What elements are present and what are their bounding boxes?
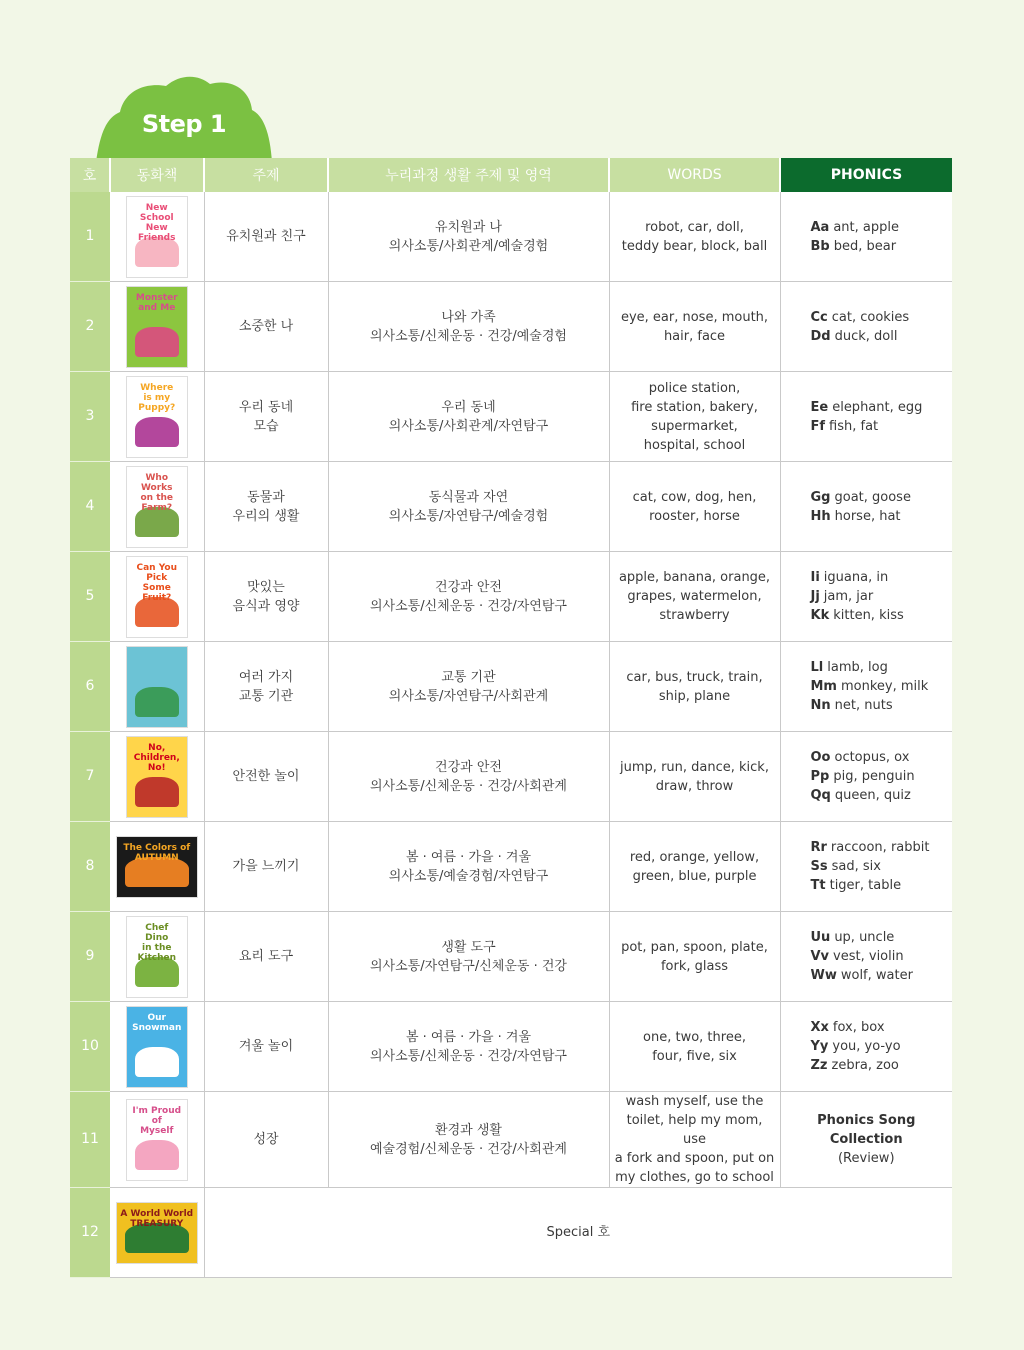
book-cell: [110, 732, 204, 822]
header-no: 호: [70, 158, 110, 192]
phonics-words: ant, apple: [833, 219, 899, 235]
phonics-letters: Ee: [810, 399, 829, 415]
curriculum-cell: 유치원과 나 의사소통/사회관계/예술경험: [328, 192, 609, 282]
cover-illustration: [135, 327, 179, 357]
theme-cell: 안전한 놀이: [204, 732, 328, 822]
phonics-line: [811, 1018, 949, 1037]
row-number: 12: [70, 1188, 110, 1278]
table-row: [70, 822, 952, 912]
phonics-words: duck, doll: [834, 328, 898, 344]
phonics-words: horse, hat: [834, 508, 901, 524]
cover-title: New School New Friends: [138, 202, 176, 243]
cover-illustration: [135, 777, 179, 807]
phonics-words: monkey, milk: [840, 679, 929, 694]
phonics-words: fox, box: [832, 1020, 885, 1035]
row-number: 6: [70, 642, 110, 732]
cover-title: Can You Pick Some Fruit?: [136, 562, 177, 603]
row-number: 1: [70, 192, 110, 282]
phonics-line: [811, 838, 949, 857]
book-cover-image: [126, 376, 188, 458]
phonics-words: fish, fat: [829, 418, 879, 434]
theme-cell: 유치원과 친구: [204, 192, 328, 282]
phonics-letters: Ff: [810, 418, 826, 434]
book-cover-image: [126, 286, 188, 368]
theme-cell: 요리 도구: [204, 912, 328, 1002]
phonics-line: [811, 488, 949, 507]
table-header-row: [70, 158, 952, 192]
phonics-letters: Yy: [810, 1039, 829, 1054]
table-row: [70, 462, 952, 552]
phonics-line: [811, 947, 949, 966]
theme-cell: 성장: [204, 1092, 328, 1188]
phonics-words: lamb, log: [827, 660, 888, 675]
row-number: 5: [70, 552, 110, 642]
book-cover-image: [116, 1202, 198, 1264]
header-curriculum: 누리과정 생활 주제 및 영역: [328, 158, 609, 192]
book-cell: [110, 642, 204, 732]
phonics-cell: [780, 822, 952, 912]
book-cell: [110, 822, 204, 912]
phonics-words: jam, jar: [823, 589, 874, 604]
phonics-cell: [780, 282, 952, 372]
phonics-letters: Dd: [810, 328, 831, 344]
words-cell: pot, pan, spoon, plate, fork, glass: [609, 912, 780, 1002]
phonics-line: [811, 218, 949, 237]
phonics-line: [811, 857, 949, 876]
table-row: [70, 552, 952, 642]
words-cell: eye, ear, nose, mouth, hair, face: [609, 282, 780, 372]
phonics-letters: Cc: [810, 309, 828, 325]
cover-illustration: [135, 1047, 179, 1077]
phonics-line: [811, 658, 949, 677]
phonics-words: tiger, table: [829, 878, 902, 893]
curriculum-cell: 봄 · 여름 · 가을 · 겨울 의사소통/신체운동 · 건강/자연탐구: [328, 1002, 609, 1092]
phonics-words: octopus, ox: [834, 750, 910, 765]
row-number: 9: [70, 912, 110, 1002]
phonics-letters: Ss: [810, 859, 828, 874]
cover-title: I'm Proud of Myself: [132, 1105, 182, 1136]
book-cover-image: [126, 1099, 188, 1181]
phonics-letters: Oo: [810, 750, 831, 765]
phonics-letters: Kk: [810, 608, 830, 623]
book-cover-image: [126, 556, 188, 638]
phonics-letters: Ll: [810, 660, 824, 675]
phonics-line: [811, 767, 949, 786]
phonics-words: zebra, zoo: [831, 1058, 899, 1073]
phonics-words: wolf, water: [840, 968, 913, 983]
words-cell: police station, fire station, bakery, supermarket, hospital, school: [609, 372, 780, 462]
phonics-cell: [780, 1002, 952, 1092]
phonics-letters: Hh: [810, 508, 831, 524]
phonics-letters: Qq: [810, 788, 831, 803]
header-theme: 주제: [204, 158, 328, 192]
phonics-words: raccoon, rabbit: [830, 840, 930, 855]
book-cover-image: [126, 466, 188, 548]
phonics-line: [811, 1056, 949, 1075]
phonics-letters: Gg: [810, 489, 831, 505]
phonics-cell: [780, 1092, 952, 1188]
theme-cell: 여러 가지 교통 기관: [204, 642, 328, 732]
cover-title: Who Works on the Farm?: [140, 472, 174, 513]
book-cover-image: [116, 836, 198, 898]
phonics-words: up, uncle: [834, 930, 895, 945]
cover-title: Monster and Me: [135, 292, 178, 313]
phonics-cell: [780, 552, 952, 642]
book-cell: [110, 372, 204, 462]
theme-cell: 맛있는 음식과 영양: [204, 552, 328, 642]
cover-title: A World World TREASURY: [120, 1208, 194, 1229]
cover-title: No, Children, No!: [133, 742, 180, 773]
phonics-line: [811, 677, 949, 696]
phonics-cell: [780, 732, 952, 822]
table-row: [70, 1188, 952, 1278]
curriculum-cell: 봄 · 여름 · 가을 · 겨울 의사소통/예술경험/자연탐구: [328, 822, 609, 912]
phonics-words: you, yo-yo: [832, 1039, 901, 1054]
row-number: 11: [70, 1092, 110, 1188]
words-cell: cat, cow, dog, hen, rooster, horse: [609, 462, 780, 552]
table-row: [70, 282, 952, 372]
book-cell: [110, 192, 204, 282]
phonics-words: sad, six: [831, 859, 881, 874]
phonics-line: [811, 327, 949, 346]
cover-illustration: [135, 687, 179, 717]
book-cell: [110, 1188, 204, 1278]
phonics-line: [811, 308, 949, 327]
row-number: 8: [70, 822, 110, 912]
phonics-line: [811, 237, 949, 256]
cover-illustration: [135, 1140, 179, 1170]
curriculum-cell: 환경과 생활 예술경험/신체운동 · 건강/사회관계: [328, 1092, 609, 1188]
special-issue-cell: Special 호: [204, 1188, 952, 1278]
book-cover-image: [126, 736, 188, 818]
row-number: 7: [70, 732, 110, 822]
phonics-letters: Ww: [810, 968, 837, 983]
words-cell: red, orange, yellow, green, blue, purple: [609, 822, 780, 912]
phonics-letters: Zz: [810, 1058, 828, 1073]
phonics-line: [811, 606, 949, 625]
phonics-review-note: (Review): [837, 1151, 895, 1166]
phonics-letters: Mm: [810, 679, 837, 694]
header-book: 동화책: [110, 158, 204, 192]
table-row: [70, 1092, 952, 1188]
phonics-words: cat, cookies: [831, 309, 910, 325]
book-cell: [110, 552, 204, 642]
phonics-letters: Xx: [810, 1020, 829, 1035]
row-number: 10: [70, 1002, 110, 1092]
cover-title: Our Snowman: [132, 1012, 182, 1033]
phonics-cell: [780, 462, 952, 552]
phonics-letters: Jj: [810, 589, 820, 604]
theme-cell: 가을 느끼기: [204, 822, 328, 912]
curriculum-cell: 동식물과 자연 의사소통/자연탐구/예술경험: [328, 462, 609, 552]
phonics-words: pig, penguin: [833, 769, 915, 784]
phonics-words: elephant, egg: [832, 399, 923, 415]
phonics-letters: Nn: [810, 698, 831, 713]
phonics-letters: Pp: [810, 769, 830, 784]
table-row: [70, 1002, 952, 1092]
book-cover-image: [126, 916, 188, 998]
phonics-line: [811, 786, 949, 805]
book-cell: [110, 462, 204, 552]
curriculum-cell: 교통 기관 의사소통/자연탐구/사회관계: [328, 642, 609, 732]
phonics-line: [811, 568, 949, 587]
curriculum-cell: 나와 가족 의사소통/신체운동 · 건강/예술경험: [328, 282, 609, 372]
curriculum-cell: 생활 도구 의사소통/자연탐구/신체운동 · 건강: [328, 912, 609, 1002]
phonics-letters: Aa: [810, 219, 830, 235]
phonics-cell: [780, 912, 952, 1002]
book-cell: [110, 282, 204, 372]
words-cell: jump, run, dance, kick, draw, throw: [609, 732, 780, 822]
theme-cell: 소중한 나: [204, 282, 328, 372]
phonics-cell: [780, 192, 952, 282]
header-phonics: PHONICS: [780, 158, 952, 192]
phonics-letters: Uu: [810, 930, 831, 945]
book-cover-image: [126, 1006, 188, 1088]
phonics-line: [811, 507, 949, 526]
header-words: WORDS: [609, 158, 780, 192]
words-cell: car, bus, truck, train, ship, plane: [609, 642, 780, 732]
phonics-review-title: Phonics Song Collection: [817, 1113, 916, 1147]
phonics-cell: [780, 642, 952, 732]
book-cover-image: [126, 196, 188, 278]
phonics-words: goat, goose: [834, 489, 911, 505]
phonics-line: [811, 928, 949, 947]
phonics-words: queen, quiz: [834, 788, 911, 803]
phonics-line: [811, 417, 949, 436]
cover-title: The Colors of AUTUMN: [123, 842, 191, 863]
table-row: [70, 732, 952, 822]
table-row: [70, 642, 952, 732]
phonics-line: [811, 966, 949, 985]
phonics-words: kitten, kiss: [833, 608, 904, 623]
phonics-cell: [780, 372, 952, 462]
phonics-letters: Rr: [810, 840, 827, 855]
book-cell: [110, 1092, 204, 1188]
row-number: 2: [70, 282, 110, 372]
phonics-line: [811, 587, 949, 606]
row-number: 4: [70, 462, 110, 552]
phonics-letters: Bb: [810, 238, 830, 254]
theme-cell: 겨울 놀이: [204, 1002, 328, 1092]
phonics-line: [811, 876, 949, 895]
phonics-line: [811, 696, 949, 715]
phonics-words: net, nuts: [834, 698, 893, 713]
phonics-words: iguana, in: [823, 570, 889, 585]
table-row: [70, 912, 952, 1002]
phonics-letters: Ii: [810, 570, 820, 585]
step-tab: [96, 72, 272, 162]
phonics-line: [811, 1037, 949, 1056]
words-cell: apple, banana, orange, grapes, watermelon, strawberry: [609, 552, 780, 642]
words-cell: robot, car, doll, teddy bear, block, ball: [609, 192, 780, 282]
curriculum-cell: 우리 동네 의사소통/사회관계/자연탐구: [328, 372, 609, 462]
row-number: 3: [70, 372, 110, 462]
step-label: Step 1: [141, 110, 227, 138]
curriculum-cell: 건강과 안전 의사소통/신체운동 · 건강/사회관계: [328, 732, 609, 822]
theme-cell: 동물과 우리의 생활: [204, 462, 328, 552]
phonics-letters: Vv: [810, 949, 830, 964]
words-cell: one, two, three, four, five, six: [609, 1002, 780, 1092]
cover-illustration: [135, 417, 179, 447]
phonics-letters: Tt: [810, 878, 826, 893]
book-cell: [110, 1002, 204, 1092]
phonics-line: [811, 398, 949, 417]
curriculum-table: [70, 158, 952, 1278]
phonics-words: vest, violin: [833, 949, 904, 964]
table-row: [70, 372, 952, 462]
words-cell: wash myself, use the toilet, help my mom, use a fork and spoon, put on my clothes, go to school: [609, 1092, 780, 1188]
cover-title: Where is my Puppy?: [138, 382, 176, 413]
theme-cell: 우리 동네 모습: [204, 372, 328, 462]
curriculum-cell: 건강과 안전 의사소통/신체운동 · 건강/자연탐구: [328, 552, 609, 642]
phonics-line: [811, 748, 949, 767]
phonics-words: bed, bear: [833, 238, 897, 254]
book-cover-image: [126, 646, 188, 728]
table-row: [70, 192, 952, 282]
cover-title: Chef Dino in the Kitchen: [137, 922, 177, 963]
book-cell: [110, 912, 204, 1002]
